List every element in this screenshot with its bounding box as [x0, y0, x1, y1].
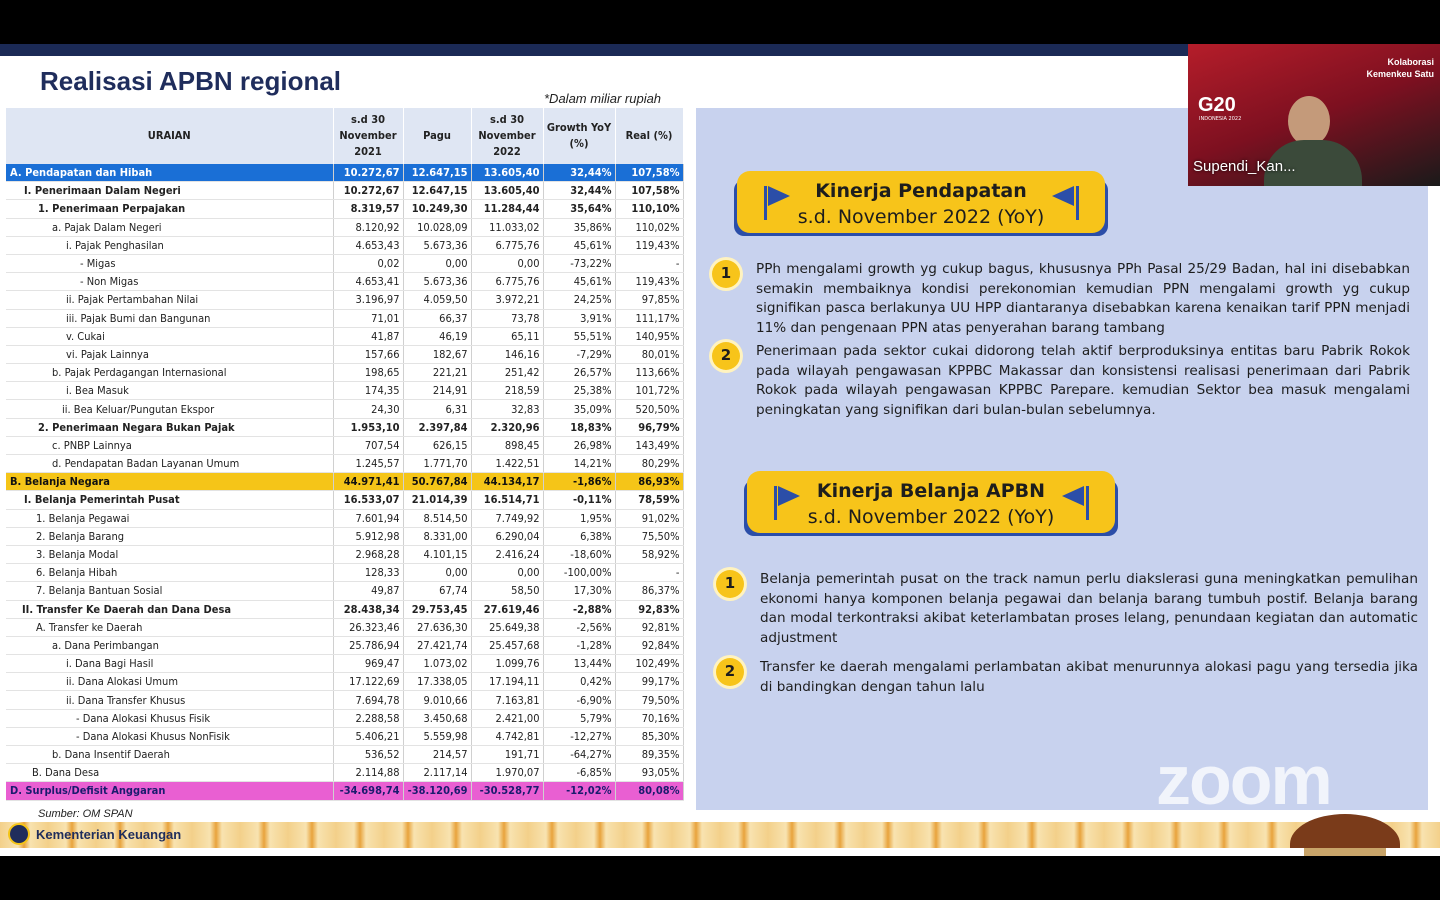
cell-2021: 17.122,69	[333, 673, 403, 691]
pendapatan-banner	[740, 174, 1102, 230]
cell-pagu: 6,31	[403, 400, 471, 418]
point-text: Belanja pemerintah pusat on the track namun perlu diakslerasi guna meningkatkan pemulihan ekonomi hanya komponen belanja pegawai dan belanja barang tumbuh postif. Belanja barang dan modal terkontraksi akibat keterlambatan proses lelang, penundaan kegiatan dan automatic adjustment	[760, 571, 1418, 646]
cell-2021: 707,54	[333, 436, 403, 454]
table-row	[6, 400, 683, 418]
cell-2021: -34.698,74	[333, 782, 403, 800]
row-label: a. Pajak Dalam Negeri	[6, 218, 333, 236]
flag-right-icon	[1062, 486, 1084, 506]
cell-2021: 25.786,94	[333, 636, 403, 654]
cell-growth: -64,27%	[543, 746, 615, 764]
cell-pagu: 27.421,74	[403, 636, 471, 654]
cell-2021: 4.653,41	[333, 273, 403, 291]
cell-growth: -1,28%	[543, 636, 615, 654]
cell-pagu: 27.636,30	[403, 618, 471, 636]
table-row	[6, 673, 683, 691]
cell-pagu: 12.647,15	[403, 164, 471, 182]
cell-growth: 1,95%	[543, 509, 615, 527]
table-row	[6, 436, 683, 454]
cell-2022: 25.649,38	[471, 618, 543, 636]
table-row	[6, 455, 683, 473]
table-row	[6, 600, 683, 618]
cell-real: 107,58%	[615, 164, 683, 182]
cell-pagu: 8.514,50	[403, 509, 471, 527]
cell-2022: 2.320,96	[471, 418, 543, 436]
cell-2022: 73,78	[471, 309, 543, 327]
cell-2022: 2.416,24	[471, 545, 543, 563]
row-label: iii. Pajak Bumi dan Bangunan	[6, 309, 333, 327]
slide-title: Realisasi APBN regional	[40, 66, 342, 96]
footer-brand-text: Kementerian Keuangan	[36, 826, 182, 842]
cell-pagu: 3.450,68	[403, 709, 471, 727]
cell-2021: 128,33	[333, 564, 403, 582]
cell-2022: 191,71	[471, 746, 543, 764]
cell-2021: 4.653,43	[333, 236, 403, 254]
cell-2021: 7.601,94	[333, 509, 403, 527]
cell-real: 119,43%	[615, 273, 683, 291]
table-row	[6, 491, 683, 509]
row-label: B. Belanja Negara	[6, 473, 333, 491]
table-row	[6, 618, 683, 636]
cell-growth: -18,60%	[543, 545, 615, 563]
row-label: i. Dana Bagi Hasil	[6, 655, 333, 673]
cell-2022: 251,42	[471, 364, 543, 382]
cell-2022: 3.972,21	[471, 291, 543, 309]
cell-2022: 0,00	[471, 564, 543, 582]
cell-2022: 2.421,00	[471, 709, 543, 727]
flag-left-icon	[778, 486, 800, 506]
cell-2021: 536,52	[333, 746, 403, 764]
cell-2022: 58,50	[471, 582, 543, 600]
cell-real: 110,10%	[615, 200, 683, 218]
cell-pagu: 29.753,45	[403, 600, 471, 618]
cell-pagu: 9.010,66	[403, 691, 471, 709]
pendapatan-subtitle: s.d. November 2022 (YoY)	[797, 206, 1045, 228]
cell-real: 110,02%	[615, 218, 683, 236]
row-label: ii. Bea Keluar/Pungutan Ekspor	[6, 400, 333, 418]
number-badge: 1	[712, 260, 740, 288]
tile-tagline: Kolaborasi Kemenkeu Satu	[1366, 57, 1434, 79]
cell-pagu: 2.117,14	[403, 764, 471, 782]
number-badge: 2	[712, 342, 740, 370]
kemenkeu-logo-icon	[8, 823, 30, 845]
source-note: Sumber: OM SPAN	[38, 808, 133, 820]
cell-pagu: 626,15	[403, 436, 471, 454]
cell-real: 140,95%	[615, 327, 683, 345]
footer-ornament	[0, 822, 1440, 848]
cell-real: 58,92%	[615, 545, 683, 563]
row-label: I. Penerimaan Dalam Negeri	[6, 182, 333, 200]
table-row	[6, 254, 683, 272]
cell-pagu: 67,74	[403, 582, 471, 600]
table-row	[6, 291, 683, 309]
cell-pagu: 5.673,36	[403, 273, 471, 291]
row-label: ii. Dana Alokasi Umum	[6, 673, 333, 691]
table-row	[6, 564, 683, 582]
house-wall	[1304, 848, 1386, 856]
cell-real: 91,02%	[615, 509, 683, 527]
header-sd2022: s.d 30 November 2022	[471, 108, 543, 164]
cell-real: 86,37%	[615, 582, 683, 600]
cell-real: 93,05%	[615, 764, 683, 782]
cell-2021: 8.319,57	[333, 200, 403, 218]
row-label: 1. Penerimaan Perpajakan	[6, 200, 333, 218]
row-label: - Dana Alokasi Khusus Fisik	[6, 709, 333, 727]
cell-2021: 2.968,28	[333, 545, 403, 563]
table-row	[6, 418, 683, 436]
cell-real: 89,35%	[615, 746, 683, 764]
cell-growth: 55,51%	[543, 327, 615, 345]
belanja-title: Kinerja Belanja APBN	[816, 480, 1046, 502]
row-label: 6. Belanja Hibah	[6, 564, 333, 582]
cell-2022: 11.284,44	[471, 200, 543, 218]
cell-growth: 25,38%	[543, 382, 615, 400]
cell-2022: 898,45	[471, 436, 543, 454]
cell-2021: 26.323,46	[333, 618, 403, 636]
cell-pagu: 5.559,98	[403, 727, 471, 745]
row-label: ii. Pajak Pertambahan Nilai	[6, 291, 333, 309]
belanja-banner	[750, 474, 1112, 530]
row-label: D. Surplus/Defisit Anggaran	[6, 782, 333, 800]
row-label: d. Pendapatan Badan Layanan Umum	[6, 455, 333, 473]
cell-real: 107,58%	[615, 182, 683, 200]
cell-real: -	[615, 254, 683, 272]
cell-2021: 198,65	[333, 364, 403, 382]
cell-2022: 146,16	[471, 345, 543, 363]
header-pagu: Pagu	[403, 108, 471, 164]
table-row	[6, 582, 683, 600]
row-label: 1. Belanja Pegawai	[6, 509, 333, 527]
row-label: 2. Penerimaan Negara Bukan Pajak	[6, 418, 333, 436]
cell-pagu: 10.028,09	[403, 218, 471, 236]
cell-real: 80,01%	[615, 345, 683, 363]
cell-real: 70,16%	[615, 709, 683, 727]
cell-pagu: 8.331,00	[403, 527, 471, 545]
cell-2022: 6.775,76	[471, 236, 543, 254]
cell-2021: 71,01	[333, 309, 403, 327]
row-label: a. Dana Perimbangan	[6, 636, 333, 654]
table-row	[6, 655, 683, 673]
cell-pagu: 50.767,84	[403, 473, 471, 491]
cell-growth: -1,86%	[543, 473, 615, 491]
table-row	[6, 345, 683, 363]
cell-growth: 18,83%	[543, 418, 615, 436]
cell-growth: -2,56%	[543, 618, 615, 636]
cell-pagu: 66,37	[403, 309, 471, 327]
row-label: B. Dana Desa	[6, 764, 333, 782]
table-row	[6, 327, 683, 345]
avatar-head	[1288, 96, 1330, 146]
flag-right-icon	[1052, 186, 1074, 206]
cell-real: 75,50%	[615, 527, 683, 545]
cell-2022: 16.514,71	[471, 491, 543, 509]
belanja-subtitle: s.d. November 2022 (YoY)	[807, 506, 1055, 528]
cell-2021: 0,02	[333, 254, 403, 272]
cell-2022: 11.033,02	[471, 218, 543, 236]
header-uraian: URAIAN	[6, 108, 333, 164]
flag-left-icon	[768, 186, 790, 206]
cell-2021: 5.912,98	[333, 527, 403, 545]
row-label: II. Transfer Ke Daerah dan Dana Desa	[6, 600, 333, 618]
cell-2021: 2.114,88	[333, 764, 403, 782]
cell-2021: 2.288,58	[333, 709, 403, 727]
cell-2022: 27.619,46	[471, 600, 543, 618]
table-row	[6, 182, 683, 200]
cell-real: 92,83%	[615, 600, 683, 618]
table-row	[6, 473, 683, 491]
cell-real: 80,08%	[615, 782, 683, 800]
cell-pagu: -38.120,69	[403, 782, 471, 800]
cell-growth: 45,61%	[543, 273, 615, 291]
unit-note: *Dalam miliar rupiah	[544, 91, 662, 106]
cell-2021: 174,35	[333, 382, 403, 400]
cell-2022: 32,83	[471, 400, 543, 418]
table-row	[6, 382, 683, 400]
cell-real: 99,17%	[615, 673, 683, 691]
header-sd2021: s.d 30 November 2021	[333, 108, 403, 164]
cell-pagu: 4.101,15	[403, 545, 471, 563]
row-label: - Non Migas	[6, 273, 333, 291]
cell-real: 78,59%	[615, 491, 683, 509]
cell-2021: 24,30	[333, 400, 403, 418]
table-row	[6, 236, 683, 254]
table-header-row	[6, 108, 683, 164]
cell-2022: 6.290,04	[471, 527, 543, 545]
table-row	[6, 709, 683, 727]
apbn-table	[6, 108, 684, 801]
cell-pagu: 1.073,02	[403, 655, 471, 673]
cell-2021: 44.971,41	[333, 473, 403, 491]
cell-2021: 7.694,78	[333, 691, 403, 709]
cell-real: 86,93%	[615, 473, 683, 491]
cell-2022: 44.134,17	[471, 473, 543, 491]
cell-real: 101,72%	[615, 382, 683, 400]
cell-2022: 25.457,68	[471, 636, 543, 654]
zoom-watermark: zoom	[1156, 741, 1331, 819]
cell-growth: 35,09%	[543, 400, 615, 418]
cell-growth: 45,61%	[543, 236, 615, 254]
row-label: v. Cukai	[6, 327, 333, 345]
belanja-point-2	[716, 658, 1418, 697]
cell-pagu: 1.771,70	[403, 455, 471, 473]
point-text: Penerimaan pada sektor cukai didorong telah aktif berproduksinya entitas baru Pabrik Rokok pada wilayah pengawasan KPPBC Makassar dan konsistensi realisasi penerimaan dari Pabrik Rokok pada wilayah pengawasan KPPBC Parepare. kemudian Sektor bea masuk mengalami peningkatan yang signifikan dari bulan-bulan sebelumnya.	[756, 343, 1410, 418]
cell-pagu: 12.647,15	[403, 182, 471, 200]
table-row	[6, 218, 683, 236]
cell-real: 119,43%	[615, 236, 683, 254]
cell-2021: 10.272,67	[333, 182, 403, 200]
header-growth: Growth YoY (%)	[543, 108, 615, 164]
table-row	[6, 545, 683, 563]
cell-2022: 13.605,40	[471, 182, 543, 200]
pendapatan-point-1	[712, 260, 1410, 338]
point-text: PPh mengalami growth yg cukup bagus, khususnya PPh Pasal 25/29 Badan, hal ini disebabkan semakin membaiknya kondisi perekonomian kemudian PPN mengalami growth yg cukup signifikan pasca berlakunya UU HPP diantaranya disebabkan karena kenaikan tarif PPN menjadi 11% dan pengenaan PPN atas penyerahan barang tambang	[756, 261, 1410, 336]
table-row	[6, 746, 683, 764]
cell-2022: 7.163,81	[471, 691, 543, 709]
cell-growth: 26,98%	[543, 436, 615, 454]
cell-growth: 26,57%	[543, 364, 615, 382]
row-label: I. Belanja Pemerintah Pusat	[6, 491, 333, 509]
row-label: ii. Dana Transfer Khusus	[6, 691, 333, 709]
cell-growth: -6,90%	[543, 691, 615, 709]
cell-growth: -6,85%	[543, 764, 615, 782]
footer-brand	[8, 823, 181, 845]
cell-real: 97,85%	[615, 291, 683, 309]
cell-2021: 3.196,97	[333, 291, 403, 309]
header-real: Real (%)	[615, 108, 683, 164]
g20-logo: G20	[1198, 94, 1236, 116]
point-text: Transfer ke daerah mengalami perlambatan akibat menurunnya alokasi pagu yang tersedia jika di bandingkan dengan tahun lalu	[760, 659, 1418, 695]
cell-2022: 65,11	[471, 327, 543, 345]
zoom-top-bar	[0, 0, 1440, 44]
table-row	[6, 636, 683, 654]
cell-real: 92,81%	[615, 618, 683, 636]
row-label: i. Bea Masuk	[6, 382, 333, 400]
cell-pagu: 214,91	[403, 382, 471, 400]
cell-2022: 13.605,40	[471, 164, 543, 182]
table-row	[6, 509, 683, 527]
row-label: A. Transfer ke Daerah	[6, 618, 333, 636]
cell-pagu: 17.338,05	[403, 673, 471, 691]
cell-growth: -2,88%	[543, 600, 615, 618]
participant-name: Supendi_Kan...	[1193, 158, 1296, 175]
cell-growth: -0,11%	[543, 491, 615, 509]
cell-real: 79,50%	[615, 691, 683, 709]
cell-real: 92,84%	[615, 636, 683, 654]
cell-real: 111,17%	[615, 309, 683, 327]
cell-2021: 41,87	[333, 327, 403, 345]
cell-growth: 14,21%	[543, 455, 615, 473]
participant-video-tile[interactable]	[1188, 44, 1440, 186]
row-label: b. Dana Insentif Daerah	[6, 746, 333, 764]
cell-real: 85,30%	[615, 727, 683, 745]
cell-growth: 32,44%	[543, 182, 615, 200]
cell-pagu: 182,67	[403, 345, 471, 363]
cell-pagu: 2.397,84	[403, 418, 471, 436]
cell-growth: 5,79%	[543, 709, 615, 727]
cell-real: 113,66%	[615, 364, 683, 382]
row-label: - Migas	[6, 254, 333, 272]
row-label: 2. Belanja Barang	[6, 527, 333, 545]
row-label: vi. Pajak Lainnya	[6, 345, 333, 363]
cell-growth: 17,30%	[543, 582, 615, 600]
table-row	[6, 527, 683, 545]
cell-real: 143,49%	[615, 436, 683, 454]
cell-2022: 4.742,81	[471, 727, 543, 745]
cell-2021: 10.272,67	[333, 164, 403, 182]
table-row	[6, 309, 683, 327]
table-row	[6, 782, 683, 800]
row-label: c. PNBP Lainnya	[6, 436, 333, 454]
cell-2021: 49,87	[333, 582, 403, 600]
cell-pagu: 214,57	[403, 746, 471, 764]
cell-2022: 1.422,51	[471, 455, 543, 473]
cell-2021: 1.245,57	[333, 455, 403, 473]
cell-2022: -30.528,77	[471, 782, 543, 800]
cell-pagu: 0,00	[403, 254, 471, 272]
cell-pagu: 0,00	[403, 564, 471, 582]
cell-growth: 0,42%	[543, 673, 615, 691]
cell-pagu: 21.014,39	[403, 491, 471, 509]
row-label: 3. Belanja Modal	[6, 545, 333, 563]
cell-2021: 16.533,07	[333, 491, 403, 509]
cell-growth: -73,22%	[543, 254, 615, 272]
table-row	[6, 764, 683, 782]
table-row	[6, 364, 683, 382]
number-badge: 2	[716, 658, 744, 686]
cell-2022: 218,59	[471, 382, 543, 400]
tongkonan-house-decoration	[1290, 814, 1400, 856]
cell-2021: 1.953,10	[333, 418, 403, 436]
table-row	[6, 273, 683, 291]
cell-pagu: 4.059,50	[403, 291, 471, 309]
cell-2022: 0,00	[471, 254, 543, 272]
pendapatan-point-2	[712, 342, 1410, 420]
cell-growth: 24,25%	[543, 291, 615, 309]
table-row	[6, 727, 683, 745]
table-row	[6, 164, 683, 182]
row-label: i. Pajak Penghasilan	[6, 236, 333, 254]
cell-growth: 6,38%	[543, 527, 615, 545]
cell-real: 96,79%	[615, 418, 683, 436]
cell-pagu: 10.249,30	[403, 200, 471, 218]
cell-pagu: 221,21	[403, 364, 471, 382]
cell-2022: 6.775,76	[471, 273, 543, 291]
cell-real: 102,49%	[615, 655, 683, 673]
cell-2021: 157,66	[333, 345, 403, 363]
cell-growth: -100,00%	[543, 564, 615, 582]
cell-2022: 1.970,07	[471, 764, 543, 782]
cell-2021: 28.438,34	[333, 600, 403, 618]
cell-2021: 8.120,92	[333, 218, 403, 236]
cell-2021: 969,47	[333, 655, 403, 673]
cell-2021: 5.406,21	[333, 727, 403, 745]
table-row	[6, 200, 683, 218]
g20-sub: INDONESIA 2022	[1199, 116, 1242, 122]
cell-2022: 7.749,92	[471, 509, 543, 527]
row-label: 7. Belanja Bantuan Sosial	[6, 582, 333, 600]
number-badge: 1	[716, 570, 744, 598]
cell-growth: 13,44%	[543, 655, 615, 673]
cell-growth: 35,86%	[543, 218, 615, 236]
cell-growth: 3,91%	[543, 309, 615, 327]
cell-2022: 17.194,11	[471, 673, 543, 691]
row-label: - Dana Alokasi Khusus NonFisik	[6, 727, 333, 745]
cell-real: 520,50%	[615, 400, 683, 418]
pendapatan-title: Kinerja Pendapatan	[815, 180, 1027, 202]
cell-growth: 35,64%	[543, 200, 615, 218]
row-label: b. Pajak Perdagangan Internasional	[6, 364, 333, 382]
table-row	[6, 691, 683, 709]
cell-pagu: 46,19	[403, 327, 471, 345]
belanja-point-1	[716, 570, 1418, 648]
cell-growth: 32,44%	[543, 164, 615, 182]
summary-panel	[696, 108, 1428, 810]
cell-real: -	[615, 564, 683, 582]
zoom-bottom-bar	[0, 856, 1440, 900]
cell-2022: 1.099,76	[471, 655, 543, 673]
cell-growth: -12,27%	[543, 727, 615, 745]
cell-real: 80,29%	[615, 455, 683, 473]
cell-growth: -12,02%	[543, 782, 615, 800]
cell-pagu: 5.673,36	[403, 236, 471, 254]
cell-growth: -7,29%	[543, 345, 615, 363]
row-label: A. Pendapatan dan Hibah	[6, 164, 333, 182]
